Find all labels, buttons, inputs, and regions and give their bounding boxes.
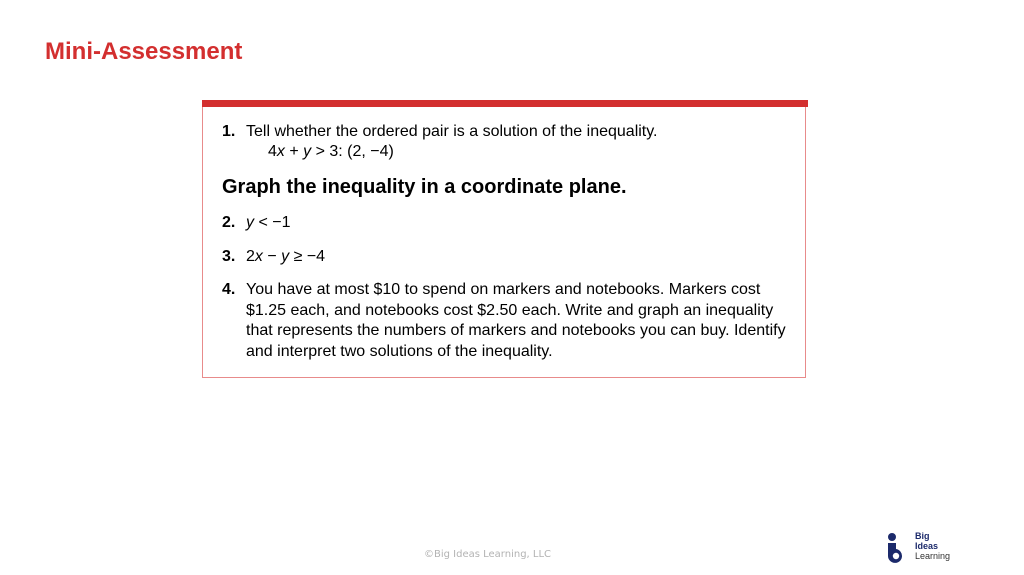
question-number: 3. (222, 248, 236, 265)
question-inequality: y < −1 (246, 214, 291, 231)
big-ideas-learning-logo (884, 530, 964, 566)
slide-title: Mini-Assessment (45, 38, 243, 65)
assessment-card (202, 100, 806, 378)
section-heading: Graph the inequality in a coordinate plane. (222, 176, 627, 198)
question-text: Tell whether the ordered pair is a solution of the inequality. (246, 123, 658, 140)
question-equation: 4x + y > 3: (2, −4) (268, 143, 394, 160)
question-text: You have at most $10 to spend on markers and notebooks. Markers cost $1.25 each, and notebooks cost $2.50 each. Write and graph an inequality that represents the numbers of markers and notebooks you can buy. Identify and interpret two solutions of the inequality. (246, 281, 786, 360)
card-accent-bar (202, 100, 808, 107)
question-inequality: 2x − y ≥ −4 (246, 248, 326, 265)
logo-wordmark: Big Ideas Learning (915, 531, 951, 561)
question-number: 2. (222, 214, 236, 231)
question-number: 4. (222, 281, 236, 298)
copyright-footer: ©Big Ideas Learning, LLC (424, 549, 552, 560)
logo-i-icon (884, 532, 906, 564)
question-number: 1. (222, 123, 236, 140)
